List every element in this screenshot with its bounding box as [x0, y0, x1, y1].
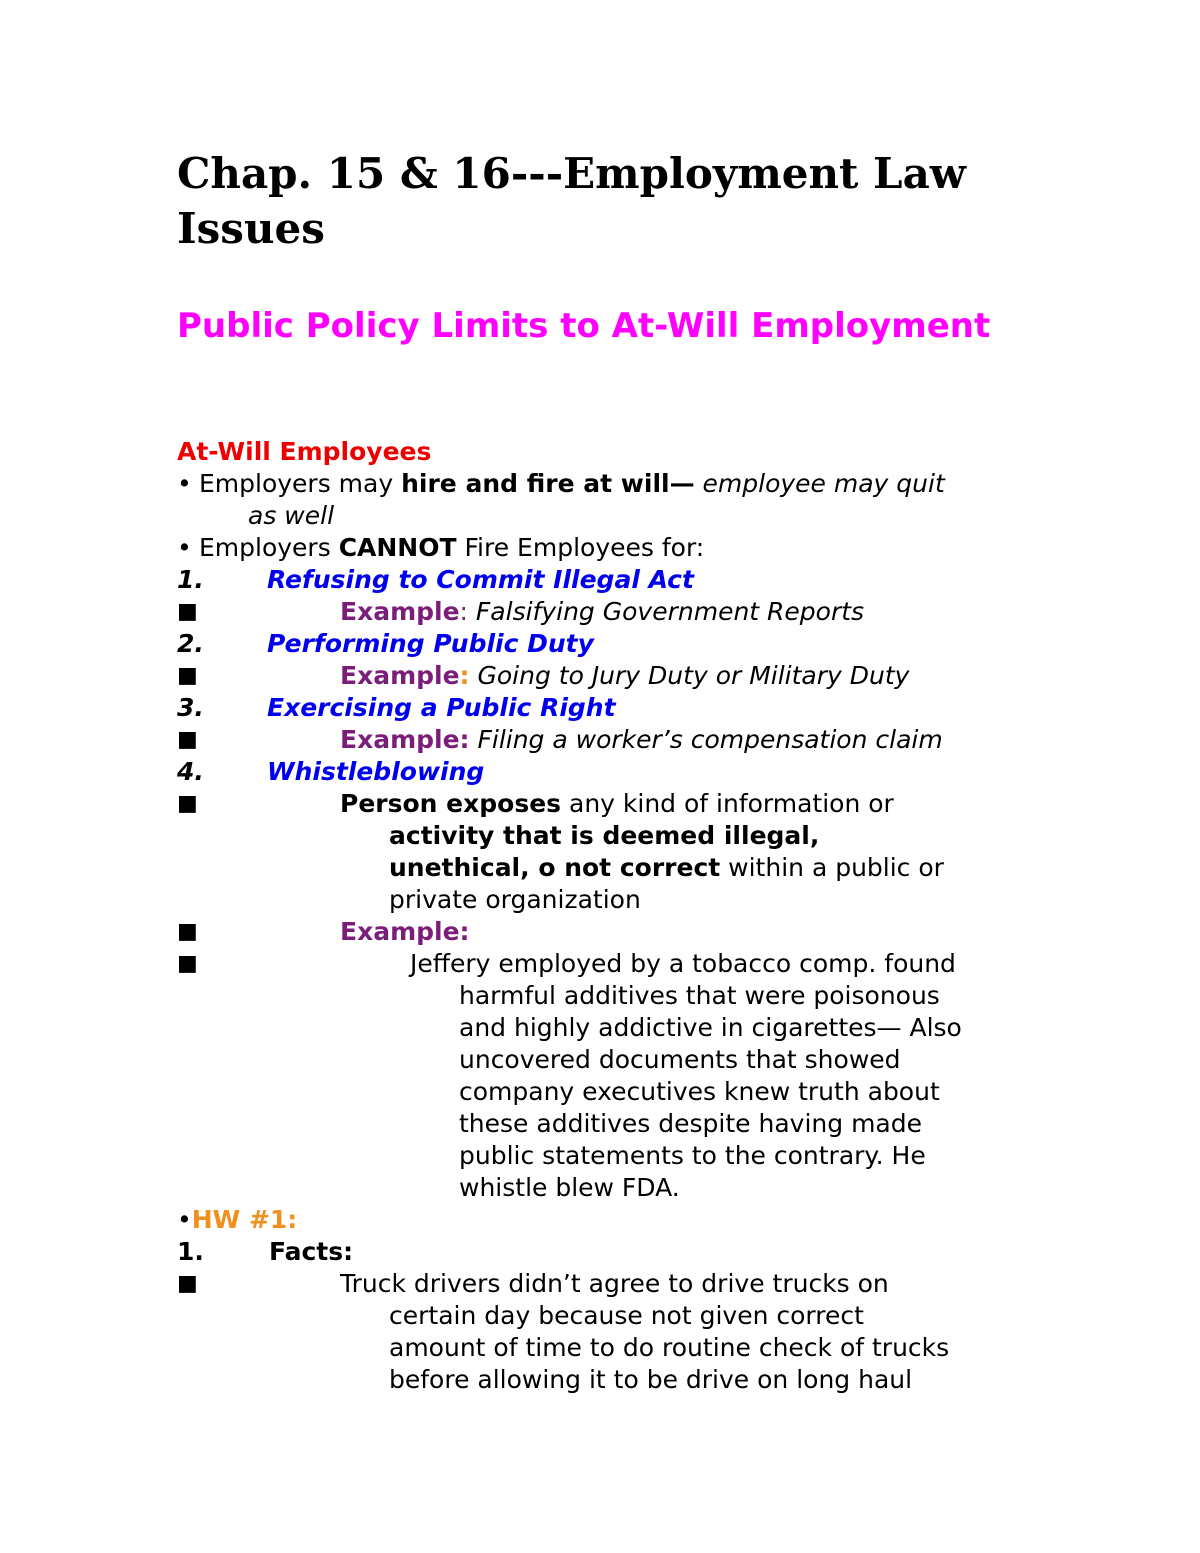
- example-label: Example:: [340, 725, 470, 754]
- square-bullet: ■: [177, 919, 198, 944]
- story-line: uncovered documents that showed: [459, 1045, 901, 1074]
- list-number: 3.: [177, 693, 204, 722]
- whistle-text: within a public or: [720, 853, 944, 882]
- bullet-continuation: as well: [248, 501, 335, 530]
- list-item-title: Exercising a Public Right: [267, 693, 616, 722]
- homework-label: HW #1:: [191, 1205, 298, 1234]
- facts-line: before allowing it to be drive on long haul: [389, 1365, 913, 1394]
- whistle-definition-line: private organization: [389, 885, 641, 914]
- homework-heading: [177, 1204, 297, 1236]
- bullet-hire-fire: [177, 468, 945, 500]
- example-colon: :: [459, 661, 470, 690]
- story-line: Jeffery employed by a tobacco comp. found: [410, 949, 956, 978]
- facts-line: certain day because not given correct: [389, 1301, 864, 1330]
- bullet-text: Fire Employees for:: [456, 533, 705, 562]
- example-text: Filing a worker’s compensation claim: [469, 725, 943, 754]
- example-line: [340, 596, 864, 628]
- example-line: [340, 724, 943, 756]
- whistle-bold-text: Person exposes: [340, 789, 562, 818]
- story-line: public statements to the contrary. He: [459, 1141, 926, 1170]
- story-line: and highly addictive in cigarettes— Also: [459, 1013, 962, 1042]
- list-number: 4.: [177, 757, 204, 786]
- list-number: 1.: [177, 565, 204, 594]
- list-item-title: Performing Public Duty: [267, 629, 594, 658]
- list-item-title: Refusing to Commit Illegal Act: [267, 565, 694, 594]
- section-heading: Public Policy Limits to At-Will Employment: [177, 306, 991, 346]
- example-text: Going to Jury Duty or Military Duty: [469, 661, 910, 690]
- story-line: company executives knew truth about: [459, 1077, 940, 1106]
- bullet-dot: •: [177, 1205, 192, 1234]
- bullet-text: Employers may: [199, 469, 402, 498]
- example-label: Example: [340, 661, 460, 690]
- list-number: 1.: [177, 1237, 204, 1266]
- whistle-bold-text: unethical, o not correct: [389, 853, 721, 882]
- bullet-dot: •: [177, 533, 192, 562]
- bullet-text: Employers: [199, 533, 339, 562]
- bullet-dot: •: [177, 469, 192, 498]
- square-bullet: ■: [177, 791, 198, 816]
- facts-line: Truck drivers didn’t agree to drive trucks on: [340, 1269, 889, 1298]
- list-number: 2.: [177, 629, 204, 658]
- example-line: [340, 660, 909, 692]
- list-item-title: Whistleblowing: [267, 757, 485, 786]
- bullet-italic-text: employee may quit: [694, 469, 945, 498]
- square-bullet: ■: [177, 663, 198, 688]
- example-label: Example: [340, 597, 460, 626]
- story-line: these additives despite having made: [459, 1109, 922, 1138]
- story-line: harmful additives that were poisonous: [459, 981, 940, 1010]
- whistle-definition-line: [340, 788, 894, 820]
- subsection-heading: At-Will Employees: [177, 437, 432, 466]
- example-colon: :: [459, 597, 468, 626]
- bullet-bold-text: hire and fire at will—: [401, 469, 695, 498]
- page-title: Chap. 15 & 16---Employment Law Issues: [177, 149, 966, 253]
- square-bullet: ■: [177, 951, 198, 976]
- whistle-text: any kind of information or: [561, 789, 894, 818]
- facts-heading: Facts:: [269, 1237, 354, 1266]
- square-bullet: ■: [177, 727, 198, 752]
- story-line: whistle blew FDA.: [459, 1173, 680, 1202]
- whistle-definition-line: activity that is deemed illegal,: [389, 821, 820, 850]
- facts-line: amount of time to do routine check of trucks: [389, 1333, 950, 1362]
- example-text: Falsifying Government Reports: [467, 597, 865, 626]
- whistle-definition-line: [389, 852, 944, 884]
- bullet-bold-text: CANNOT: [338, 533, 457, 562]
- square-bullet: ■: [177, 1271, 198, 1296]
- square-bullet: ■: [177, 599, 198, 624]
- bullet-cannot-fire: [177, 532, 704, 564]
- example-label: Example:: [340, 917, 470, 946]
